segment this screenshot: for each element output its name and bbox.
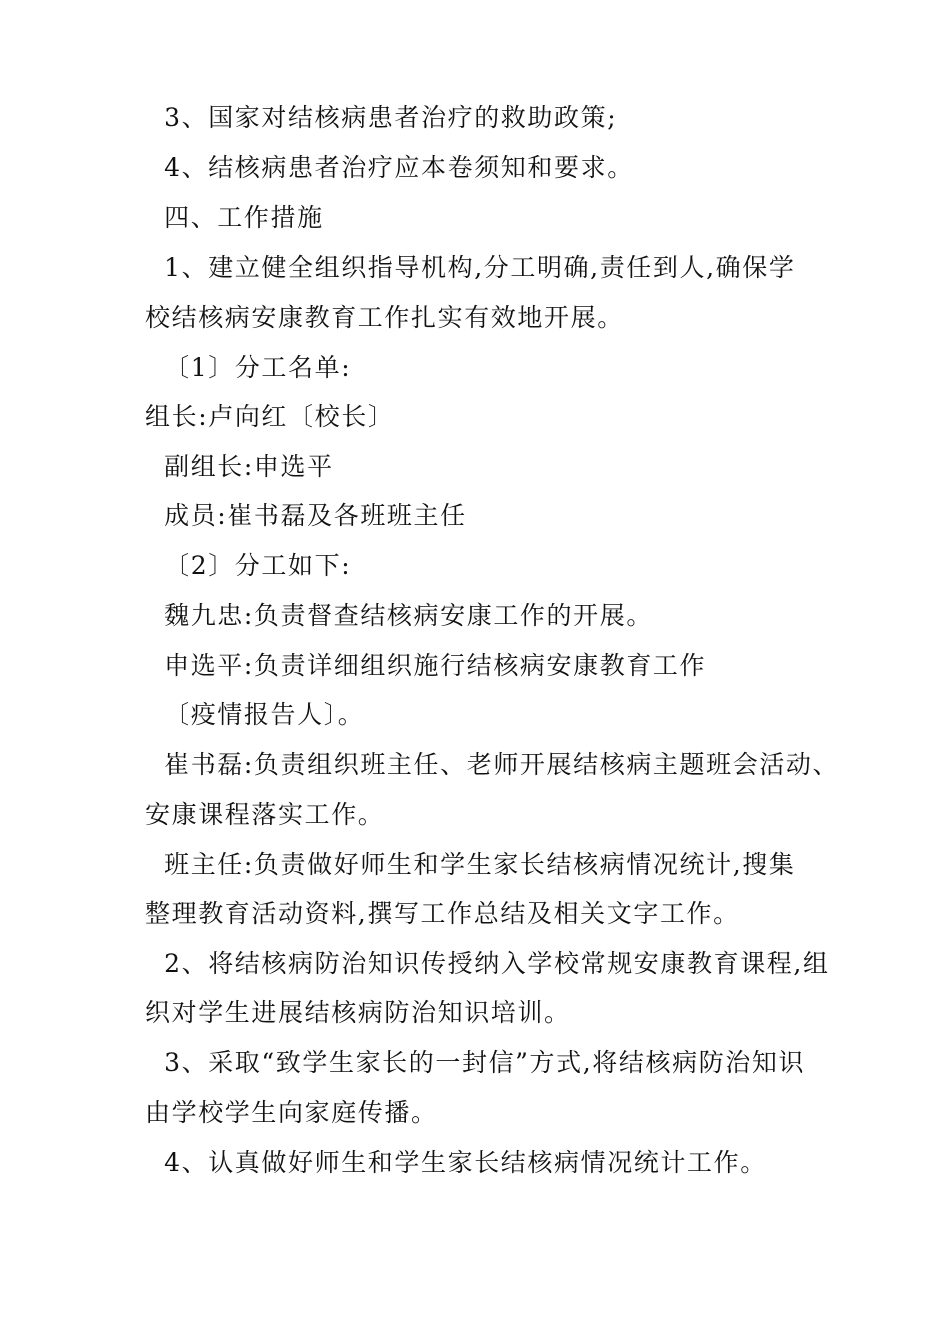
text-line: 1、建立健全组织指导机构,分工明确,责任到人,确保学 <box>145 253 796 282</box>
text-line: 2、将结核病防治知识传授纳入学校常规安康教育课程,组 <box>145 949 830 978</box>
text-line: 整理教育活动资料,撰写工作总结及相关文字工作。 <box>145 899 740 928</box>
section-heading: 四、工作措施 <box>145 203 324 232</box>
text-line: 〔2〕分工如下: <box>145 551 352 580</box>
text-line: 织对学生进展结核病防治知识培训。 <box>145 998 571 1027</box>
text-line: 魏九忠:负责督查结核病安康工作的开展。 <box>145 601 653 630</box>
text-line: 校结核病安康教育工作扎实有效地开展。 <box>145 303 624 332</box>
text-line: 4、认真做好师生和学生家长结核病情况统计工作。 <box>145 1148 767 1177</box>
text-line: 〔1〕分工名单: <box>145 353 352 382</box>
text-line: 安康课程落实工作。 <box>145 800 385 829</box>
text-line: 班主任:负责做好师生和学生家长结核病情况统计,搜集 <box>145 850 796 879</box>
text-line: 4、结核病患者治疗应本卷须知和要求。 <box>145 153 634 182</box>
text-line: 由学校学生向家庭传播。 <box>145 1098 438 1127</box>
text-line: 3、采取“致学生家长的一封信”方式,将结核病防治知识 <box>145 1048 806 1077</box>
text-line: 〔疫情报告人〕。 <box>145 700 365 729</box>
text-line: 副组长:申选平 <box>145 452 334 481</box>
text-line: 崔书磊:负责组织班主任、老师开展结核病主题班会活动、 <box>145 750 840 779</box>
text-line: 3、国家对结核病患者治疗的救助政策; <box>145 103 618 132</box>
text-line: 组长:卢向红〔校长〕 <box>145 402 395 431</box>
text-line: 申选平:负责详细组织施行结核病安康教育工作 <box>145 651 707 680</box>
text-line: 成员:崔书磊及各班班主任 <box>145 501 467 530</box>
